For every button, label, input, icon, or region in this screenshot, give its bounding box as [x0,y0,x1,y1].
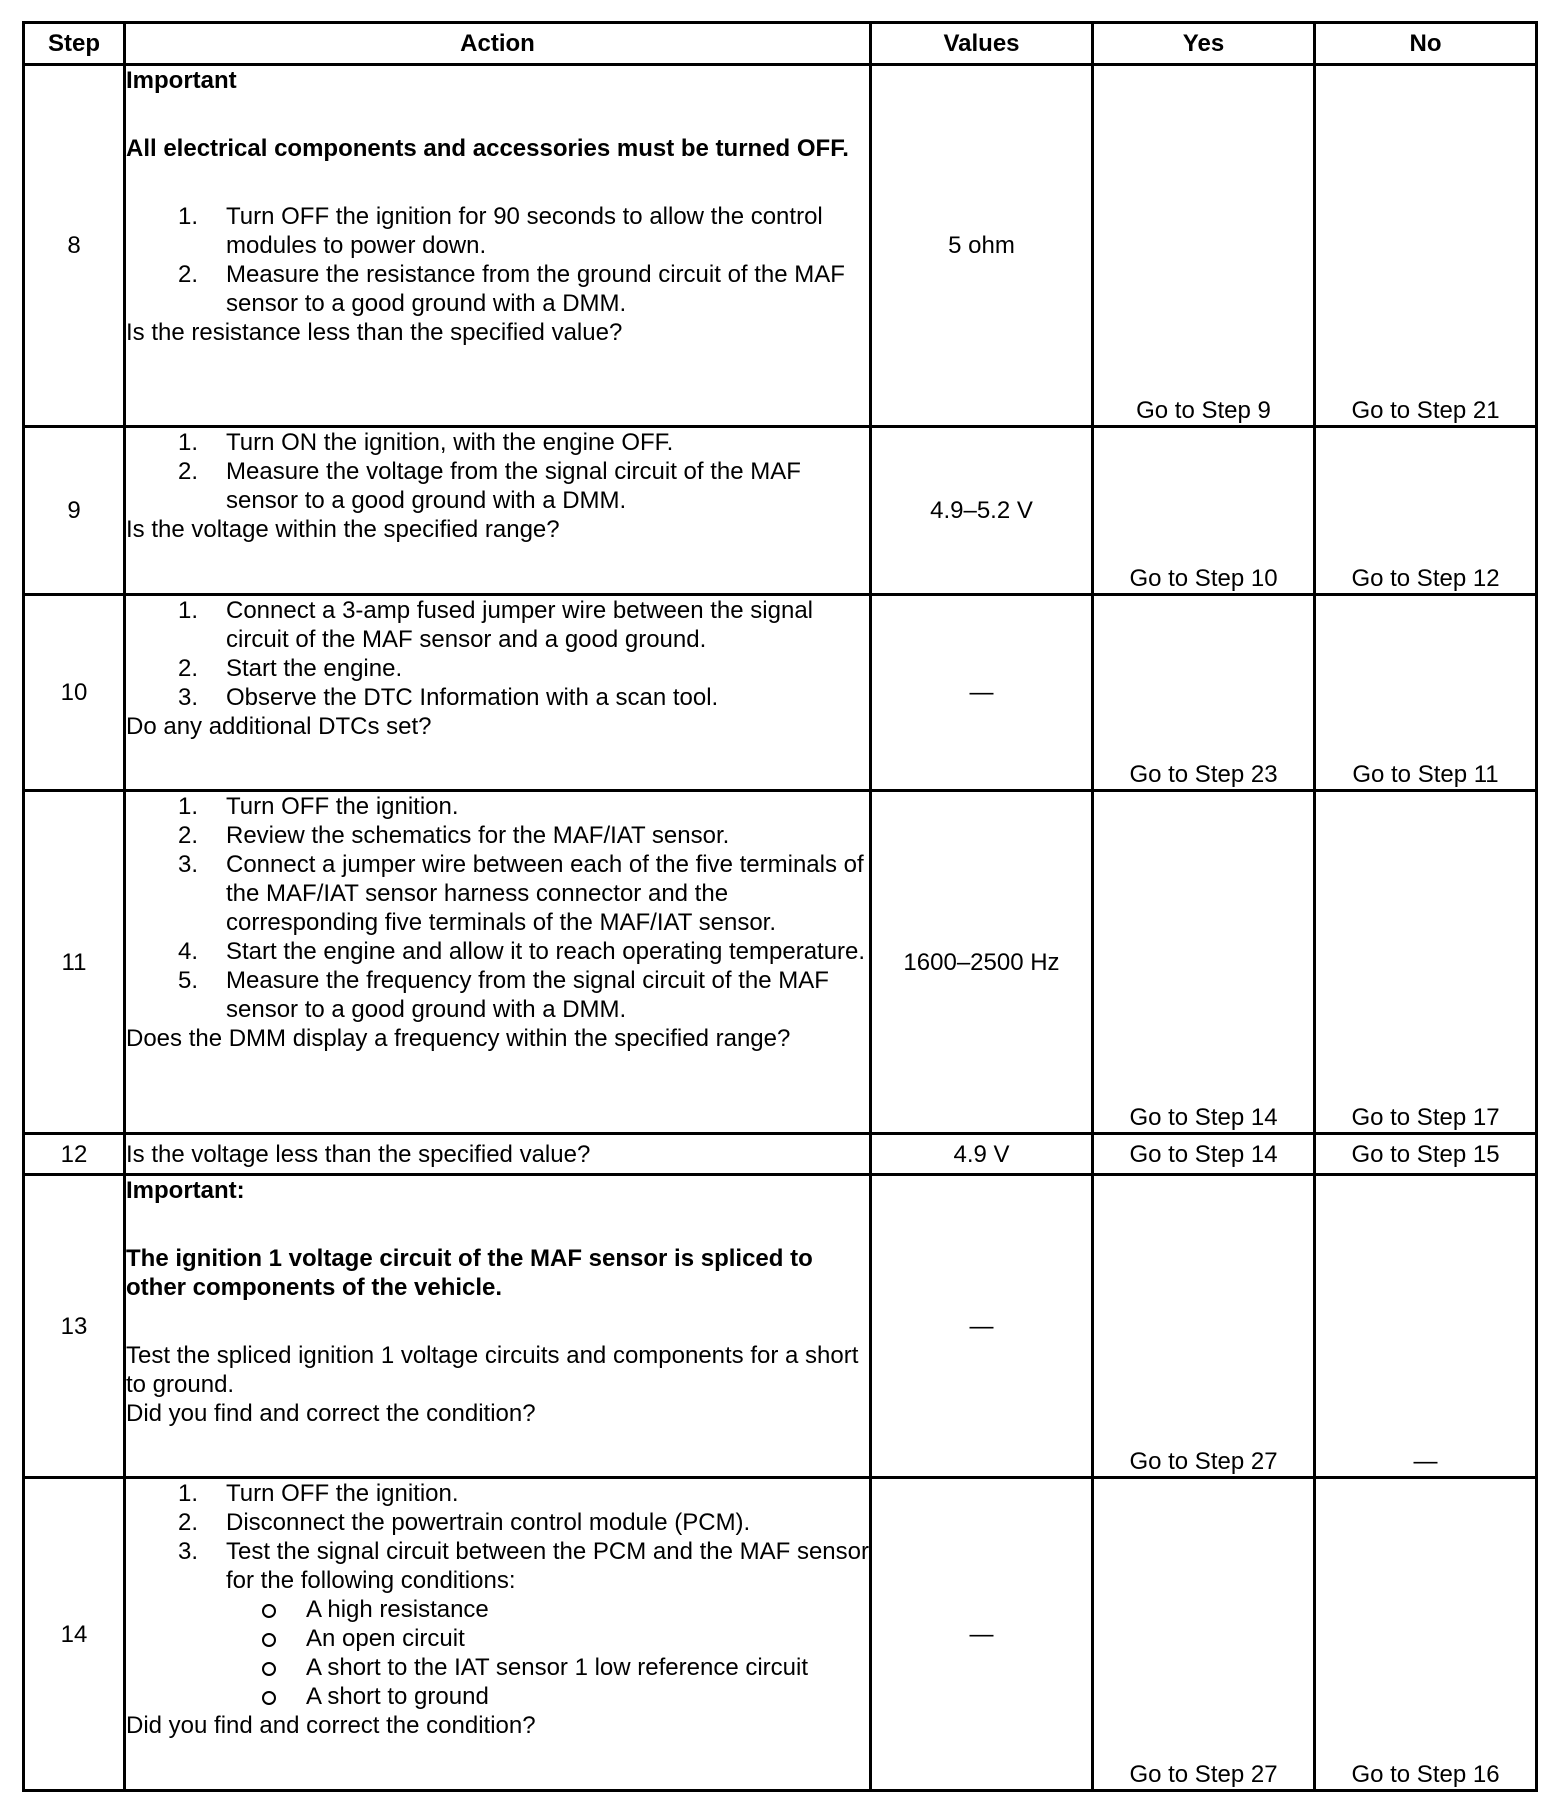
value-cell: 5 ohm [871,65,1093,427]
list-item: A short to ground [126,1682,869,1711]
step-number: 11 [24,791,125,1134]
list-item: 3. Connect a jumper wire between each of the five terminals of the MAF/IAT sensor harness connector and the corresponding five terminals of the MAF/IAT sensor. [177,851,864,936]
value-cell: 4.9 V [871,1134,1093,1175]
diagnostic-table-wrapper [22,21,1538,1792]
value-cell: — [871,1478,1093,1791]
list-item: An open circuit [126,1624,869,1653]
header-row [24,23,1537,65]
step-list [126,202,869,318]
circle-bullet-icon [262,1691,276,1705]
diagnostic-table [22,21,1538,1792]
list-item: 2. Disconnect the powertrain control module (PCM). [177,1509,751,1536]
list-item: 1. Connect a 3-amp fused jumper wire between the signal circuit of the MAF sensor and a good ground. [177,597,813,653]
action-cell [125,1175,871,1478]
question-text: Do any additional DTCs set? [126,713,432,740]
important-text: The ignition 1 voltage circuit of the MAF sensor is spliced to other components of the vehicle. [126,1245,813,1301]
step-number: 9 [24,427,125,595]
list-item: 2. Measure the voltage from the signal circuit of the MAF sensor to a good ground with a DMM. [177,458,801,514]
table-row [24,1175,1537,1478]
table-row [24,427,1537,595]
step-number: 13 [24,1175,125,1478]
action-cell [125,595,871,791]
list-item: 3. Observe the DTC Information with a scan tool. [177,684,719,711]
table-row [24,65,1537,427]
circle-bullet-icon [262,1662,276,1676]
step-list [126,428,869,515]
step-number: 12 [24,1134,125,1175]
circle-bullet-icon [262,1633,276,1647]
important-text: All electrical components and accessories must be turned OFF. [126,135,849,162]
list-item: 2. Start the engine. [177,655,403,682]
action-cell [125,1478,871,1791]
no-cell: Go to Step 15 [1315,1134,1537,1175]
yes-cell: Go to Step 14 [1093,1134,1315,1175]
step-number: 8 [24,65,125,427]
question-text: Is the voltage less than the specified value? [126,1140,591,1168]
step-number: 14 [24,1478,125,1791]
circle-bullet-icon [262,1604,276,1618]
value-cell: 4.9–5.2 V [871,427,1093,595]
no-cell: Go to Step 11 [1315,595,1537,791]
question-text: Did you find and correct the condition? [126,1400,536,1427]
list-item: 2. Measure the resistance from the ground circuit of the MAF sensor to a good ground with a DMM. [177,261,845,317]
list-item: 4. Start the engine and allow it to reach operating temperature. [177,938,866,965]
table-row [24,791,1537,1134]
action-cell [125,1134,871,1175]
value-cell: — [871,1175,1093,1478]
yes-cell: Go to Step 27 [1093,1175,1315,1478]
action-cell [125,427,871,595]
question-text: Is the voltage within the specified range? [126,516,560,543]
yes-cell: Go to Step 10 [1093,427,1315,595]
step-list [126,792,869,1024]
list-item: 1. Turn OFF the ignition for 90 seconds to allow the control modules to power down. [177,203,823,259]
action-cell [125,791,871,1134]
yes-cell: Go to Step 14 [1093,791,1315,1134]
important-label: Important [126,67,237,94]
yes-cell: Go to Step 27 [1093,1478,1315,1791]
no-cell: Go to Step 16 [1315,1478,1537,1791]
header-no: No [1315,23,1537,65]
question-text: Is the resistance less than the specified value? [126,319,623,346]
list-item: A short to the IAT sensor 1 low reference circuit [126,1653,869,1682]
list-item: 2. Review the schematics for the MAF/IAT sensor. [177,822,730,849]
list-item: 5. Measure the frequency from the signal circuit of the MAF sensor to a good ground with a DMM. [177,967,829,1023]
list-item: 1. Turn ON the ignition, with the engine OFF. [177,429,674,456]
condition-list [126,1595,869,1711]
list-item: 1. Turn OFF the ignition. [177,1480,459,1507]
no-cell: — [1315,1175,1537,1478]
no-cell: Go to Step 21 [1315,65,1537,427]
yes-cell: Go to Step 23 [1093,595,1315,791]
question-text: Did you find and correct the condition? [126,1712,536,1739]
table-row [24,1134,1537,1175]
header-step: Step [24,23,125,65]
list-item: 3. Test the signal circuit between the PCM and the MAF sensor for the following conditions: [177,1538,869,1594]
header-yes: Yes [1093,23,1315,65]
important-label: Important: [126,1177,245,1204]
header-action: Action [125,23,871,65]
instruction-text: Test the spliced ignition 1 voltage circuits and components for a short to ground. [126,1342,859,1398]
list-item: 1. Turn OFF the ignition. [177,793,459,820]
value-cell: 1600–2500 Hz [871,791,1093,1134]
yes-cell: Go to Step 9 [1093,65,1315,427]
header-values: Values [871,23,1093,65]
question-text: Does the DMM display a frequency within the specified range? [126,1025,791,1052]
table-row [24,595,1537,791]
action-cell [125,65,871,427]
value-cell: — [871,595,1093,791]
list-item: A high resistance [126,1595,869,1624]
table-row [24,1478,1537,1791]
step-number: 10 [24,595,125,791]
no-cell: Go to Step 17 [1315,791,1537,1134]
no-cell: Go to Step 12 [1315,427,1537,595]
step-list [126,1479,869,1595]
step-list [126,596,869,712]
